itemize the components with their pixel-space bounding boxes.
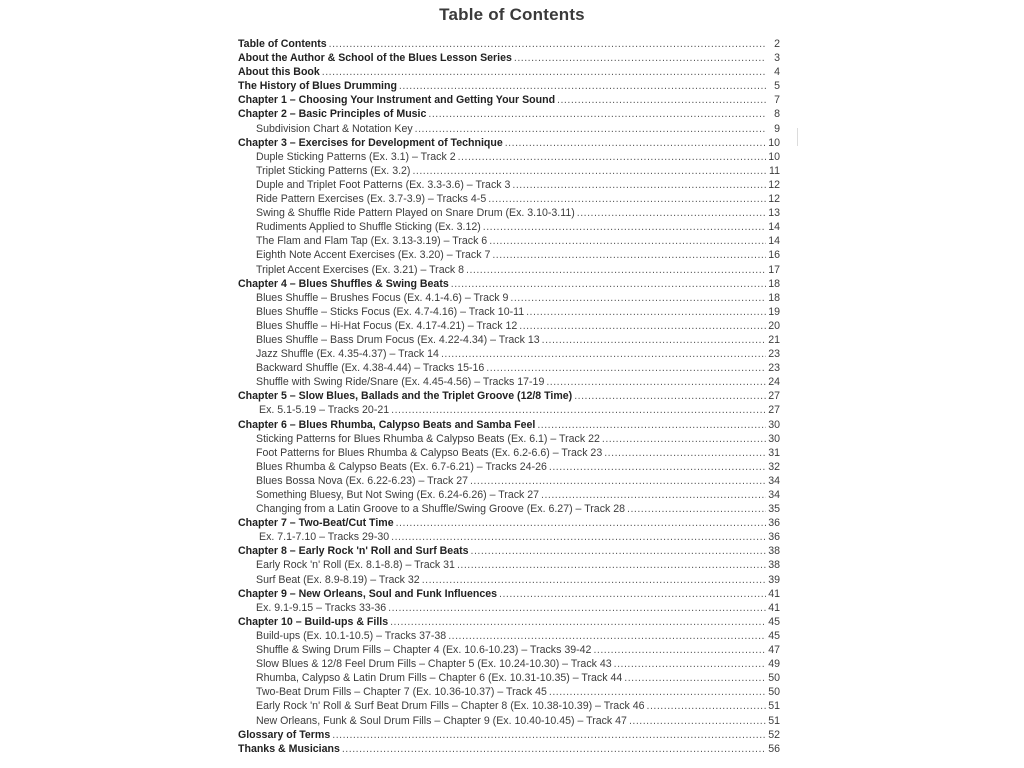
toc-sub-entry	[238, 375, 780, 389]
dot-leader	[390, 615, 766, 629]
toc-sub-entry	[238, 558, 780, 572]
dot-leader	[510, 291, 766, 305]
dot-leader	[499, 587, 766, 601]
dot-leader	[388, 601, 766, 615]
toc-sub-entry	[238, 460, 780, 474]
dot-leader	[470, 474, 766, 488]
toc-page-number: 4	[774, 66, 780, 79]
toc-sub-entry	[238, 206, 780, 220]
toc-sub-entry	[238, 263, 780, 277]
toc-page-number: 24	[768, 376, 780, 389]
toc-sub-entry	[238, 234, 780, 248]
dot-leader	[391, 403, 766, 417]
toc-entry-title: Chapter 5 – Slow Blues, Ballads and the Triplet Groove (12/8 Time)	[238, 390, 573, 403]
toc-chapter-entry	[238, 418, 780, 432]
dot-leader	[492, 248, 766, 262]
toc-sub-entry	[238, 192, 780, 206]
toc-page-number: 34	[768, 489, 780, 501]
toc-page-number: 8	[774, 108, 780, 121]
toc-page-number: 20	[768, 319, 780, 332]
toc-entry-title: Rudiments Applied to Shuffle Sticking (Ex. 3.12)	[256, 221, 481, 234]
toc-page-number: 18	[768, 277, 780, 290]
toc-chapter-entry	[238, 65, 780, 79]
toc-entry-title: Blues Rhumba & Calypso Beats (Ex. 6.7-6.21) – Tracks 24-26	[256, 460, 547, 473]
dot-leader	[549, 685, 766, 699]
toc-entry-title: Blues Shuffle – Sticks Focus (Ex. 4.7-4.16) – Track 10-11	[256, 305, 525, 318]
toc-page-number: 12	[768, 178, 780, 191]
dot-leader	[541, 488, 766, 502]
toc-entry-title: Triplet Sticking Patterns (Ex. 3.2)	[256, 164, 411, 177]
toc-entry-title: Early Rock 'n' Roll & Surf Beat Drum Fills – Chapter 8 (Ex. 10.38-10.39) – Track 46	[256, 700, 645, 713]
dot-leader	[602, 432, 766, 446]
toc-page-number: 9	[774, 122, 780, 135]
toc-sub-entry	[238, 403, 780, 417]
toc-sub-entry	[238, 714, 780, 728]
toc-page-number: 12	[768, 193, 780, 206]
toc-sub-entry	[238, 164, 780, 178]
toc-sub-entry	[238, 699, 780, 713]
toc-entry-title: Something Bluesy, But Not Swing (Ex. 6.24-6.26) – Track 27	[256, 489, 540, 501]
toc-entry-title: Ride Pattern Exercises (Ex. 3.7-3.9) – Tracks 4-5	[256, 193, 487, 206]
toc-entry-title: Slow Blues & 12/8 Feel Drum Fills – Chapter 5 (Ex. 10.24-10.30) – Track 43	[256, 658, 612, 671]
toc-entry-title: Shuffle with Swing Ride/Snare (Ex. 4.45-4.56) – Tracks 17-19	[256, 376, 545, 389]
dot-leader	[329, 37, 766, 51]
toc-entry-title: About the Author & School of the Blues Lesson Series	[238, 52, 512, 65]
toc-entry-title: Ex. 7.1-7.10 – Tracks 29-30	[259, 531, 390, 544]
toc-page-number: 23	[768, 348, 780, 361]
toc-entry-title: Chapter 8 – Early Rock 'n' Roll and Surf Beats	[238, 545, 469, 558]
toc-sub-entry	[238, 657, 780, 671]
dot-leader	[512, 178, 766, 192]
page-title: Table of Contents	[439, 5, 585, 24]
toc-entry-title: Rhumba, Calypso & Latin Drum Fills – Chapter 6 (Ex. 10.31-10.35) – Track 44	[256, 672, 623, 685]
toc-chapter-entry	[238, 544, 780, 558]
dot-leader	[441, 347, 766, 361]
toc-page-number: 32	[768, 460, 780, 473]
toc-page-number: 31	[768, 446, 780, 459]
toc-page-number: 3	[774, 52, 780, 65]
toc-sub-entry	[238, 488, 780, 502]
toc-entry-title: Chapter 4 – Blues Shuffles & Swing Beats	[238, 277, 449, 290]
toc-sub-entry	[238, 178, 780, 192]
toc-entry-title: Chapter 10 – Build-ups & Fills	[238, 615, 389, 628]
toc-entry-title: Ex. 5.1-5.19 – Tracks 20-21	[259, 404, 390, 417]
toc-page-number: 2	[774, 38, 780, 50]
dot-leader	[526, 305, 766, 319]
toc-entry-title: Backward Shuffle (Ex. 4.38-4.44) – Tracks 15-16	[256, 362, 485, 375]
toc-entry-title: Swing & Shuffle Ride Pattern Played on Snare Drum (Ex. 3.10-3.11)	[256, 207, 575, 220]
toc-sub-entry	[238, 685, 780, 699]
toc-entry-title: Chapter 3 – Exercises for Development of Technique	[238, 136, 503, 149]
dot-leader	[629, 714, 766, 728]
dot-leader	[514, 51, 766, 65]
dot-leader	[614, 657, 766, 671]
toc-chapter-entry	[238, 37, 780, 51]
toc-page-number: 14	[768, 235, 780, 248]
toc-entry-title: Jazz Shuffle (Ex. 4.35-4.37) – Track 14	[256, 348, 439, 361]
toc-page-number: 14	[768, 221, 780, 234]
dot-leader	[577, 206, 766, 220]
dot-leader	[624, 671, 766, 685]
toc-entry-title: Two-Beat Drum Fills – Chapter 7 (Ex. 10.36-10.37) – Track 45	[256, 686, 547, 699]
toc-page-number: 7	[774, 94, 780, 107]
toc-chapter-entry	[238, 742, 780, 756]
toc-chapter-entry	[238, 107, 780, 121]
toc-sub-entry	[238, 432, 780, 446]
toc-sub-entry	[238, 248, 780, 262]
toc-sub-entry	[238, 122, 780, 136]
dot-leader	[483, 220, 766, 234]
toc-entry-title: The History of Blues Drumming	[238, 80, 397, 93]
dot-leader	[488, 192, 766, 206]
toc-sub-entry	[238, 573, 780, 587]
toc-entry-title: Blues Shuffle – Brushes Focus (Ex. 4.1-4.6) – Track 9	[256, 291, 509, 304]
toc-page-number: 45	[768, 615, 780, 628]
toc-entry-title: Duple and Triplet Foot Patterns (Ex. 3.3-3.6) – Track 3	[256, 178, 511, 191]
dot-leader	[505, 136, 766, 150]
toc-entry-title: Triplet Accent Exercises (Ex. 3.21) – Track 8	[256, 263, 465, 276]
toc-entry-title: Ex. 9.1-9.15 – Tracks 33-36	[256, 601, 387, 614]
toc-entry-title: Blues Shuffle – Bass Drum Focus (Ex. 4.22-4.34) – Track 13	[256, 333, 540, 346]
toc-entry-title: Changing from a Latin Groove to a Shuffle/Swing Groove (Ex. 6.27) – Track 28	[256, 503, 626, 516]
dot-leader	[466, 263, 766, 277]
dot-leader	[391, 530, 766, 544]
dot-leader	[537, 418, 766, 432]
toc-page-number: 51	[768, 700, 780, 713]
toc-entry-title: New Orleans, Funk & Soul Drum Fills – Chapter 9 (Ex. 10.40-10.45) – Track 47	[256, 714, 627, 727]
dot-leader	[574, 389, 766, 403]
toc-page-number: 41	[768, 601, 780, 614]
dot-leader	[627, 502, 766, 516]
toc-page-number: 39	[768, 573, 780, 586]
toc-page-number: 10	[768, 136, 780, 149]
toc-page-number: 47	[768, 644, 780, 657]
toc-page-number: 50	[768, 686, 780, 699]
toc-entry-title: About this Book	[238, 66, 320, 79]
toc-page-number: 23	[768, 362, 780, 375]
toc-entry-title: Chapter 9 – New Orleans, Soul and Funk Influences	[238, 587, 498, 600]
toc-sub-entry	[238, 643, 780, 657]
dot-leader	[428, 107, 766, 121]
toc-page-number: 38	[768, 545, 780, 558]
toc-entry-title: Foot Patterns for Blues Rhumba & Calypso Beats (Ex. 6.2-6.6) – Track 23	[256, 446, 603, 459]
toc-entry-title: Chapter 2 – Basic Principles of Music	[238, 108, 427, 121]
toc-sub-entry	[238, 601, 780, 615]
toc-entry-title: Build-ups (Ex. 10.1-10.5) – Tracks 37-38	[256, 629, 447, 642]
dot-leader	[412, 164, 766, 178]
toc-sub-entry	[238, 319, 780, 333]
dot-leader	[448, 629, 766, 643]
toc-page-number: 10	[768, 150, 780, 163]
toc-chapter-entry	[238, 389, 780, 403]
dot-leader	[604, 446, 766, 460]
toc-chapter-entry	[238, 587, 780, 601]
toc-sub-entry	[238, 291, 780, 305]
toc-page-number: 38	[768, 559, 780, 572]
toc-entry-title: The Flam and Flam Tap (Ex. 3.13-3.19) – Track 6	[256, 235, 488, 248]
toc-entry-title: Chapter 1 – Choosing Your Instrument and Getting Your Sound	[238, 94, 556, 107]
toc-page-number: 41	[768, 587, 780, 600]
dot-leader	[647, 699, 766, 713]
toc-page-number: 45	[768, 629, 780, 642]
toc-page-number: 51	[768, 714, 780, 727]
toc-chapter-entry	[238, 51, 780, 65]
toc-page-number: 35	[768, 503, 780, 516]
toc-entry-title: Shuffle & Swing Drum Fills – Chapter 4 (Ex. 10.6-10.23) – Tracks 39-42	[256, 644, 592, 657]
toc-entry-title: Early Rock 'n' Roll (Ex. 8.1-8.8) – Track 31	[256, 559, 455, 572]
toc-page-number: 49	[768, 658, 780, 671]
toc-page-number: 36	[768, 531, 780, 544]
toc-entry-title: Blues Shuffle – Hi-Hat Focus (Ex. 4.17-4.21) – Track 12	[256, 319, 518, 332]
toc-page-number: 16	[768, 249, 780, 262]
dot-leader	[396, 516, 766, 530]
dot-leader	[557, 93, 766, 107]
toc-sub-entry	[238, 446, 780, 460]
toc-chapter-entry	[238, 277, 780, 291]
toc-entry-title: Surf Beat (Ex. 8.9-8.19) – Track 32	[256, 573, 420, 586]
toc-chapter-entry	[238, 728, 780, 742]
toc-page-number: 30	[768, 432, 780, 445]
dot-leader	[322, 65, 766, 79]
toc-page-number: 50	[768, 672, 780, 685]
dot-leader	[457, 558, 766, 572]
toc-sub-entry	[238, 150, 780, 164]
dot-leader	[546, 375, 766, 389]
toc-sub-entry	[238, 671, 780, 685]
toc-page-number: 5	[774, 80, 780, 93]
toc-page-number: 13	[768, 207, 780, 220]
dot-leader	[542, 333, 766, 347]
dot-leader	[489, 234, 766, 248]
toc-sub-entry	[238, 530, 780, 544]
dot-leader	[458, 150, 766, 164]
dot-leader	[422, 573, 766, 587]
toc-page-number: 30	[768, 418, 780, 431]
toc-page-number: 19	[768, 305, 780, 318]
dot-leader	[415, 122, 766, 136]
toc-entry-title: Eighth Note Accent Exercises (Ex. 3.20) – Track 7	[256, 249, 491, 262]
toc-page-number: 11	[769, 164, 780, 177]
dot-leader	[549, 460, 766, 474]
toc-entry-title: Duple Sticking Patterns (Ex. 3.1) – Track 2	[256, 150, 456, 163]
toc-entry-title: Subdivision Chart & Notation Key	[256, 122, 413, 135]
dot-leader	[486, 361, 766, 375]
toc-page-number: 56	[768, 742, 780, 755]
toc-chapter-entry	[238, 615, 780, 629]
toc-sub-entry	[238, 347, 780, 361]
dot-leader	[342, 742, 766, 756]
toc-chapter-entry	[238, 136, 780, 150]
dot-leader	[471, 544, 766, 558]
toc-page-number: 18	[768, 291, 780, 304]
toc-page-number: 52	[768, 728, 780, 741]
toc-chapter-entry	[238, 516, 780, 530]
dot-leader	[451, 277, 766, 291]
toc-sub-entry	[238, 333, 780, 347]
toc-entry-title: Thanks & Musicians	[238, 742, 340, 755]
toc-page-number: 36	[768, 517, 780, 530]
dot-leader	[399, 79, 766, 93]
toc-entry-title: Chapter 7 – Two-Beat/Cut Time	[238, 517, 394, 530]
toc-sub-entry	[238, 220, 780, 234]
dot-leader	[332, 728, 766, 742]
table-of-contents-list	[238, 37, 780, 756]
toc-entry-title: Glossary of Terms	[238, 728, 331, 741]
toc-page-number: 34	[768, 474, 780, 487]
toc-chapter-entry	[238, 79, 780, 93]
toc-sub-entry	[238, 474, 780, 488]
toc-sub-entry	[238, 502, 780, 516]
toc-chapter-entry	[238, 93, 780, 107]
toc-entry-title: Table of Contents	[238, 38, 327, 50]
toc-sub-entry	[238, 361, 780, 375]
toc-entry-title: Blues Bossa Nova (Ex. 6.22-6.23) – Track 27	[256, 474, 468, 487]
toc-page-number: 21	[768, 333, 780, 346]
toc-page-number: 27	[768, 390, 780, 403]
toc-page-number: 27	[768, 404, 780, 417]
toc-sub-entry	[238, 629, 780, 643]
scan-edge-mark	[797, 128, 798, 146]
toc-entry-title: Sticking Patterns for Blues Rhumba & Calypso Beats (Ex. 6.1) – Track 22	[256, 432, 600, 445]
toc-entry-title: Chapter 6 – Blues Rhumba, Calypso Beats and Samba Feel	[238, 418, 536, 431]
toc-sub-entry	[238, 305, 780, 319]
dot-leader	[593, 643, 766, 657]
dot-leader	[519, 319, 766, 333]
toc-page-number: 17	[768, 263, 780, 276]
